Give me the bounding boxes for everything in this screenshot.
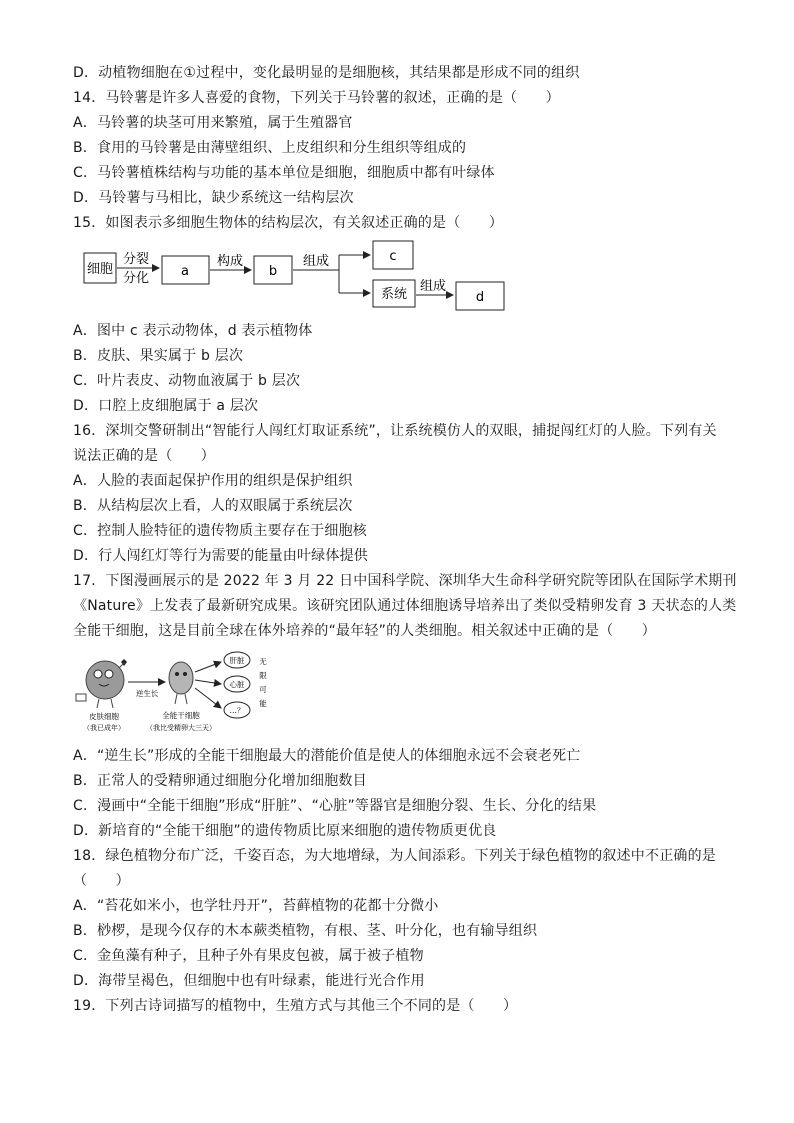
q17-stem-line2: 《Nature》上发表了最新研究成果。该研究团队通过体细胞诱导培养出了类似受精卵发育 3 天状态的人类 xyxy=(73,598,737,614)
arrow-to-liver xyxy=(195,662,221,672)
arrow-compose-label: 构成 xyxy=(216,254,244,269)
arrow-to-heart xyxy=(195,680,221,684)
stem-cell-eye-right xyxy=(183,672,187,676)
stem-cell-eye-left xyxy=(175,672,179,676)
q16-option-a: A．人脸的表面起保护作用的组织是保护组织 xyxy=(73,473,353,489)
box-b-label: b xyxy=(268,264,278,279)
liver-label: 肝脏 xyxy=(229,656,245,665)
arrow-divide-label: 分裂 xyxy=(122,252,150,267)
box-system-label: 系统 xyxy=(380,287,408,302)
q16-option-b: B．从结构层次上看，人的双眼属于系统层次 xyxy=(73,498,353,514)
stem-cell-label: 全能干细胞 xyxy=(162,711,200,720)
q18-option-b: B．桫椤，是现今仅存的木本蕨类植物，有根、茎、叶分化，也有输导组织 xyxy=(73,923,538,939)
q16-stem-line2: 说法正确的是（ ） xyxy=(73,448,215,464)
skin-cell-glasses-right xyxy=(105,670,113,678)
q13-option-d: D．动植物细胞在①过程中，变化最明显的是细胞核，其结果都是形成不同的组织 xyxy=(73,65,580,81)
walker-icon xyxy=(76,694,86,701)
q14-option-d: D．马铃薯与马相比，缺少系统这一结构层次 xyxy=(73,190,354,206)
arrow-form-label: 组成 xyxy=(302,254,330,269)
stem-cell-leg-left xyxy=(175,694,177,704)
skin-cell-label: 皮肤细胞 xyxy=(89,712,119,721)
skin-cell-note: （我已成年） xyxy=(83,724,125,732)
q14-option-a: A．马铃薯的块茎可用来繁殖，属于生殖器官 xyxy=(73,115,353,131)
q14-option-b: B．食用的马铃薯是由薄壁组织、上皮组织和分生组织等组成的 xyxy=(73,140,467,156)
arrow-differentiate-label: 分化 xyxy=(122,271,150,286)
q15-option-a: A．图中 c 表示动物体，d 表示植物体 xyxy=(73,323,313,339)
heart-label: 心脏 xyxy=(229,680,245,689)
q17-stem-line1: 17．下图漫画展示的是 2022 年 3 月 22 日中国科学院、深圳华大生命科学研究院等团队在国际学术期刊 xyxy=(73,573,737,589)
skin-cell-glasses-left xyxy=(94,670,102,678)
box-a-label: a xyxy=(181,264,189,279)
skin-cell-leg-right xyxy=(111,699,113,708)
q14-stem: 14．马铃薯是许多人喜爱的食物，下列关于马铃薯的叙述，正确的是（ ） xyxy=(73,90,560,106)
q17-option-a: A．“逆生长”形成的全能干细胞最大的潜能价值是使人的体细胞永远不会衰老死亡 xyxy=(73,748,581,764)
q17-option-b: B．正常人的受精卵通过细胞分化增加细胞数目 xyxy=(73,773,367,789)
q17-cartoon xyxy=(73,650,273,742)
q15-hierarchy-diagram xyxy=(73,238,513,316)
q18-option-d: D．海带呈褐色，但细胞中也有叶绿素，能进行光合作用 xyxy=(73,973,425,989)
q15-stem: 15．如图表示多细胞生物体的结构层次，有关叙述正确的是（ ） xyxy=(73,215,504,231)
unknown-label: …？ xyxy=(229,706,245,715)
box-c-label: c xyxy=(389,249,397,264)
q16-stem-line1: 16．深圳交警研制出“智能行人闯红灯取证系统”，让系统模仿人的双眼，捕捉闯红灯的人脸。下列有关 xyxy=(73,423,717,439)
unlimited-char-1: 无 xyxy=(259,657,267,666)
q15-option-d: D．口腔上皮细胞属于 a 层次 xyxy=(73,398,259,414)
q18-stem-line1: 18．绿色植物分布广泛，千姿百态，为大地增绿，为人间添彩。下列关于绿色植物的叙述中不正确的是 xyxy=(73,848,717,864)
skin-cell-body xyxy=(86,661,124,699)
q18-option-c: C．金鱼藻有种子，且种子外有果皮包被，属于被子植物 xyxy=(73,948,424,964)
stem-cell-leg-right xyxy=(185,694,187,704)
arrow-form-2-label: 组成 xyxy=(419,279,447,294)
box-d-label: d xyxy=(475,290,485,305)
q18-stem-line2: （ ） xyxy=(73,873,130,889)
q17-option-c: C．漫画中“全能干细胞”形成“肝脏”、“心脏”等器官是细胞分裂、生长、分化的结果 xyxy=(73,798,597,814)
skin-cell-leg-left xyxy=(97,699,99,708)
q15-option-b: B．皮肤、果实属于 b 层次 xyxy=(73,348,244,364)
unlimited-char-2: 限 xyxy=(259,671,267,680)
hierarchy-svg xyxy=(73,238,513,316)
q16-option-d: D．行人闯红灯等行为需要的能量由叶绿体提供 xyxy=(73,548,368,564)
stem-cell-note: （我比受精卵大三天） xyxy=(146,724,216,732)
q19-stem: 19．下列古诗词描写的植物中，生殖方式与其他三个不同的是（ ） xyxy=(73,998,518,1014)
q17-option-d: D．新培育的“全能干细胞”的遗传物质比原来细胞的遗传物质更优良 xyxy=(73,823,497,839)
q17-stem-line3: 全能干细胞，这是目前全球在体外培养的“最年轻”的人类细胞。相关叙述中正确的是（ ） xyxy=(73,623,656,639)
q18-option-a: A．“苔花如米小，也学牡丹开”，苔藓植物的花都十分微小 xyxy=(73,898,439,914)
reverse-growth-label: 逆生长 xyxy=(135,689,159,698)
unlimited-char-4: 能 xyxy=(259,699,267,708)
cell-label: 细胞 xyxy=(86,262,114,277)
q14-option-c: C．马铃薯植株结构与功能的基本单位是细胞，细胞质中都有叶绿体 xyxy=(73,165,495,181)
arrow-to-unknown xyxy=(195,688,221,708)
q15-option-c: C．叶片表皮、动物血液属于 b 层次 xyxy=(73,373,301,389)
stem-cell-body xyxy=(169,662,193,694)
unlimited-char-3: 可 xyxy=(259,685,267,694)
cartoon-svg xyxy=(73,650,273,742)
q16-option-c: C．控制人脸特征的遗传物质主要存在于细胞核 xyxy=(73,523,367,539)
